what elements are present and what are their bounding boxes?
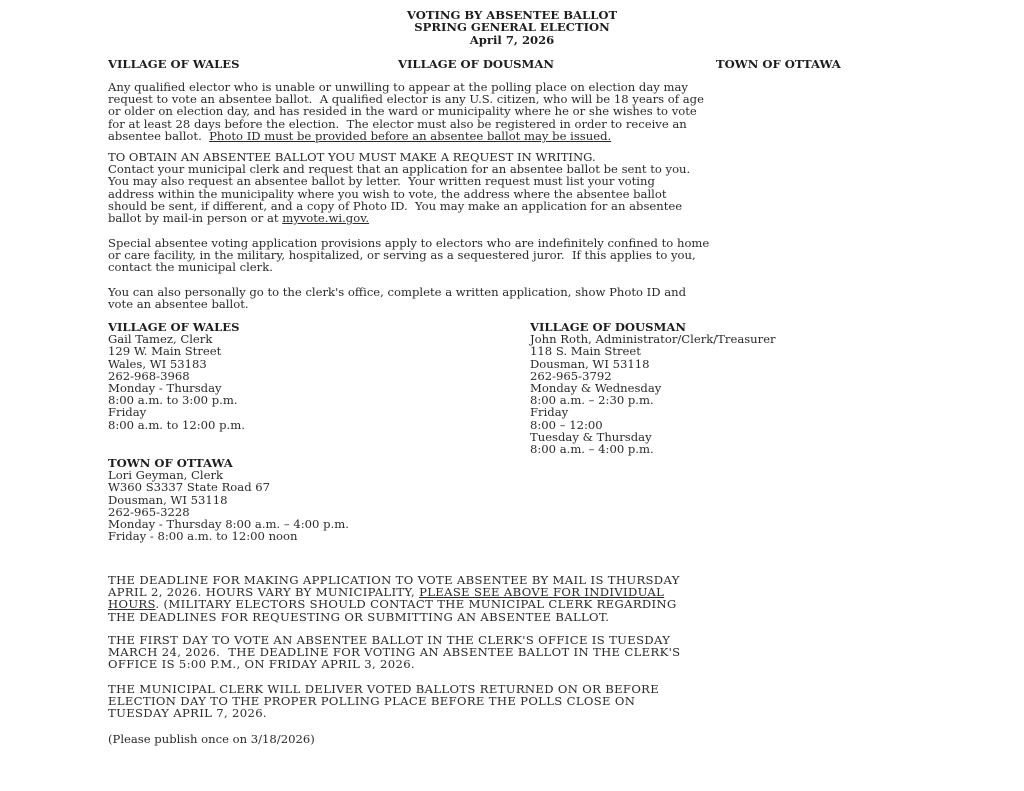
- text-segment: should be sent, if different, and a copy of Photo ID. You may make an application for an absentee: [108, 198, 683, 213]
- underlined-text: HOURS: [108, 597, 156, 612]
- contact-line: 8:00 – 12:00: [530, 417, 603, 432]
- text-segment: ballot by mail-in person or at: [108, 211, 283, 226]
- contact-line: Gail Tamez, Clerk: [108, 332, 213, 347]
- contact-line: 118 S. Main Street: [530, 344, 641, 359]
- publish-note: [108, 733, 315, 745]
- mail-deadline-paragraph: [108, 574, 680, 623]
- text-segment: (Please publish once on 3/18/2026): [108, 732, 315, 746]
- contact-line: Monday - Thursday: [108, 381, 222, 396]
- contact-dousman: [530, 321, 776, 455]
- text-line: [108, 212, 690, 224]
- contact-line: 262-968-3968: [108, 368, 190, 383]
- contact-lines: [530, 333, 776, 455]
- first-day-paragraph: [108, 634, 680, 671]
- text-segment: TUESDAY APRIL 7, 2026.: [108, 706, 267, 721]
- contact-wales: [108, 321, 245, 431]
- text-segment: for at least 28 days before the election. The elector must also be registered in order to receive an: [108, 116, 687, 131]
- contact-heading: VILLAGE OF WALES: [108, 320, 240, 334]
- text-segment: OFFICE IS 5:00 P.M., ON FRIDAY APRIL 3, 2026.: [108, 657, 415, 672]
- text-segment: TO OBTAIN AN ABSENTEE BALLOT YOU MUST MAKE A REQUEST IN WRITING.: [108, 150, 596, 164]
- election-date: April 7, 2026: [469, 32, 555, 47]
- text-segment: absentee ballot.: [108, 128, 210, 143]
- contact-line: W360 S3337 State Road 67: [108, 480, 271, 495]
- contact-line: John Roth, Administrator/Clerk/Treasurer: [530, 332, 776, 347]
- contact-line: 8:00 a.m. to 12:00 p.m.: [108, 417, 245, 432]
- text-line: [108, 707, 659, 719]
- contact-ottawa: [108, 457, 349, 542]
- municipality-wales: VILLAGE OF WALES: [108, 57, 240, 71]
- contact-line: Friday - 8:00 a.m. to 12:00 noon: [108, 529, 298, 544]
- contact-line: Monday & Wednesday: [530, 381, 662, 396]
- contact-lines: [108, 469, 349, 542]
- text-segment: THE DEADLINES FOR REQUESTING OR SUBMITTING AN ABSENTEE BALLOT.: [108, 609, 610, 624]
- municipality-ottawa: TOWN OF OTTAWA: [716, 57, 841, 71]
- text-segment: address within the municipality where you wish to vote, the address where the absentee ballot: [108, 186, 667, 201]
- text-segment: THE DEADLINE FOR MAKING APPLICATION TO VOTE ABSENTEE BY MAIL IS THURSDAY: [108, 573, 680, 587]
- contact-line: 8:00 a.m. – 4:00 p.m.: [530, 442, 654, 457]
- text-segment: You can also personally go to the clerk's office, complete a written application, show Photo ID and: [108, 285, 687, 299]
- text-line: [108, 261, 709, 273]
- text-segment: Contact your municipal clerk and request that an application for an absentee ballot be sent to you.: [108, 162, 691, 177]
- contact-line: 129 W. Main Street: [108, 344, 222, 359]
- document-title: [0, 9, 1024, 46]
- text-line: [108, 611, 680, 623]
- contact-heading: TOWN OF OTTAWA: [108, 456, 233, 470]
- contact-line: Dousman, WI 53118: [108, 492, 228, 507]
- text-segment: THE FIRST DAY TO VOTE AN ABSENTEE BALLOT IN THE CLERK'S OFFICE IS TUESDAY: [108, 633, 671, 647]
- text-line: [108, 658, 680, 670]
- text-segment: request to vote an absentee ballot. A qualified elector is any U.S. citizen, who will be 18 years of age: [108, 92, 704, 107]
- request-paragraph: [108, 151, 690, 224]
- contact-line: Wales, WI 53183: [108, 356, 207, 371]
- contact-line: Monday - Thursday 8:00 a.m. – 4:00 p.m.: [108, 517, 349, 532]
- contact-line: Lori Geyman, Clerk: [108, 468, 224, 483]
- subtitle-line: SPRING GENERAL ELECTION: [414, 20, 610, 35]
- text-segment: ELECTION DAY TO THE PROPER POLLING PLACE BEFORE THE POLLS CLOSE ON: [108, 694, 636, 709]
- underlined-text[interactable]: myvote.wi.gov.: [282, 211, 370, 226]
- text-segment: or older on election day, and has resided in the ward or municipality where he or she wishes to vote: [108, 104, 697, 119]
- contact-line: 262-965-3228: [108, 504, 190, 519]
- contact-line: 8:00 a.m. – 2:30 p.m.: [530, 393, 654, 408]
- contact-line: Tuesday & Thursday: [530, 429, 652, 444]
- contact-heading: VILLAGE OF DOUSMAN: [530, 320, 686, 334]
- contact-line: 262-965-3792: [530, 368, 612, 383]
- delivery-paragraph: [108, 683, 659, 720]
- text-segment: THE MUNICIPAL CLERK WILL DELIVER VOTED BALLOTS RETURNED ON OR BEFORE: [108, 682, 660, 696]
- text-segment: APRIL 2, 2026. HOURS VARY BY MUNICIPALITY,: [108, 585, 420, 600]
- intro-paragraph: [108, 81, 704, 142]
- text-segment: or care facility, in the military, hospitalized, or serving as a sequestered juror. If this applies to you,: [108, 248, 696, 263]
- text-segment: contact the municipal clerk.: [108, 260, 273, 275]
- text-segment: You may also request an absentee ballot by letter. Your written request must list your voting: [108, 174, 655, 189]
- text-segment: vote an absentee ballot.: [108, 297, 249, 312]
- text-line: [108, 130, 704, 142]
- contact-line: Dousman, WI 53118: [530, 356, 650, 371]
- contact-lines: [108, 333, 245, 431]
- contact-line: Friday: [530, 405, 569, 420]
- contact-line: 8:00 a.m. to 3:00 p.m.: [108, 393, 238, 408]
- underlined-text: PLEASE SEE ABOVE FOR INDIVIDUAL: [419, 585, 665, 600]
- text-segment: Special absentee voting application provisions apply to electors who are indefinitely confined to home: [108, 236, 710, 250]
- title-line: VOTING BY ABSENTEE BALLOT: [406, 8, 618, 22]
- special-provisions-paragraph: [108, 237, 709, 274]
- municipality-dousman: VILLAGE OF DOUSMAN: [398, 57, 554, 71]
- in-person-paragraph: [108, 286, 686, 310]
- text-segment: Any qualified elector who is unable or unwilling to appear at the polling place on election day may: [108, 80, 688, 94]
- text-line: [108, 298, 686, 310]
- text-segment: . (MILITARY ELECTORS SHOULD CONTACT THE MUNICIPAL CLERK REGARDING: [155, 597, 677, 612]
- contact-line: Friday: [108, 405, 147, 420]
- text-segment: MARCH 24, 2026. THE DEADLINE FOR VOTING AN ABSENTEE BALLOT IN THE CLERK'S: [108, 645, 681, 660]
- underlined-text: Photo ID must be provided before an absentee ballot may be issued.: [209, 128, 612, 143]
- text-line: [108, 733, 315, 745]
